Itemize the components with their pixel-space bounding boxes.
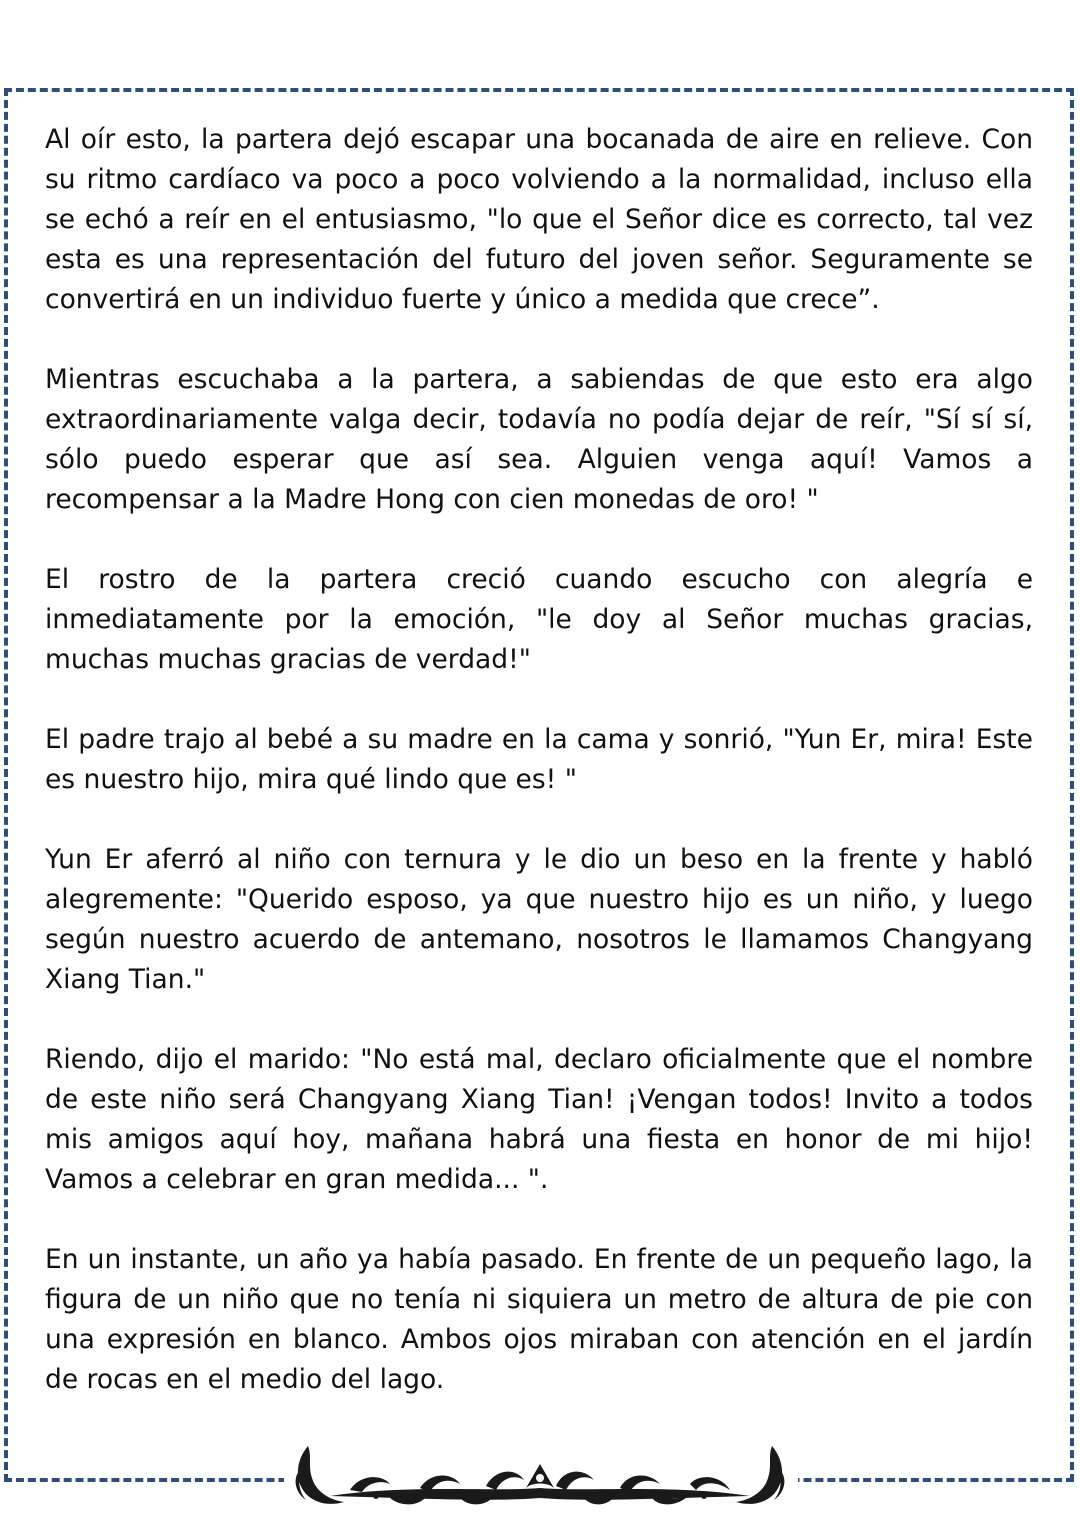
paragraph: El rostro de la partera creció cuando escucho con alegría e inmediatamente por la emoción, "le doy al Señor muchas gracias, muchas muchas gracias de verdad!": [45, 564, 1033, 675]
paragraph: Yun Er aferró al niño con ternura y le dio un beso en la frente y habló alegremente: "Querido esposo, ya que nuestro hijo es un niño, y luego según nuestro acuerdo de antemano, nosotros le llamamos Changyang Xiang Tian.": [45, 844, 1033, 995]
text-body: [45, 120, 1033, 1400]
paragraph: Al oír esto, la partera dejó escapar una bocanada de aire en relieve. Con su ritmo cardíaco va poco a poco volviendo a la normalidad, incluso ella se echó a reír en el entusiasmo, "lo que el Señor dice es correcto, tal vez esta es una representación del futuro del joven señor. Seguramente se convertirá en un individuo fuerte y único a medida que crece”.: [45, 124, 1033, 315]
paragraph: Riendo, dijo el marido: "No está mal, declaro oficialmente que el nombre de este niño será Changyang Xiang Tian! ¡Vengan todos! Invito a todos mis amigos aquí hoy, mañana habrá una fiesta en honor de mi hijo! Vamos a celebrar en gran medida... ".: [45, 1044, 1033, 1195]
tribal-ornament-icon: [290, 1438, 790, 1518]
paragraph: El padre trajo al bebé a su madre en la cama y sonrió, "Yun Er, mira! Este es nuestro hijo, mira qué lindo que es! ": [45, 724, 1033, 795]
paragraph: Mientras escuchaba a la partera, a sabiendas de que esto era algo extraordinariamente valga decir, todavía no podía dejar de reír, "Sí sí sí, sólo puedo esperar que así sea. Alguien venga aquí! Vamos a recompensar a la Madre Hong con cien monedas de oro! ": [45, 364, 1033, 515]
paragraph: En un instante, un año ya había pasado. En frente de un pequeño lago, la figura de un niño que no tenía ni siquiera un metro de altura de pie con una expresión en blanco. Ambos ojos miraban con atención en el jardín de rocas en el medio del lago.: [45, 1244, 1033, 1395]
